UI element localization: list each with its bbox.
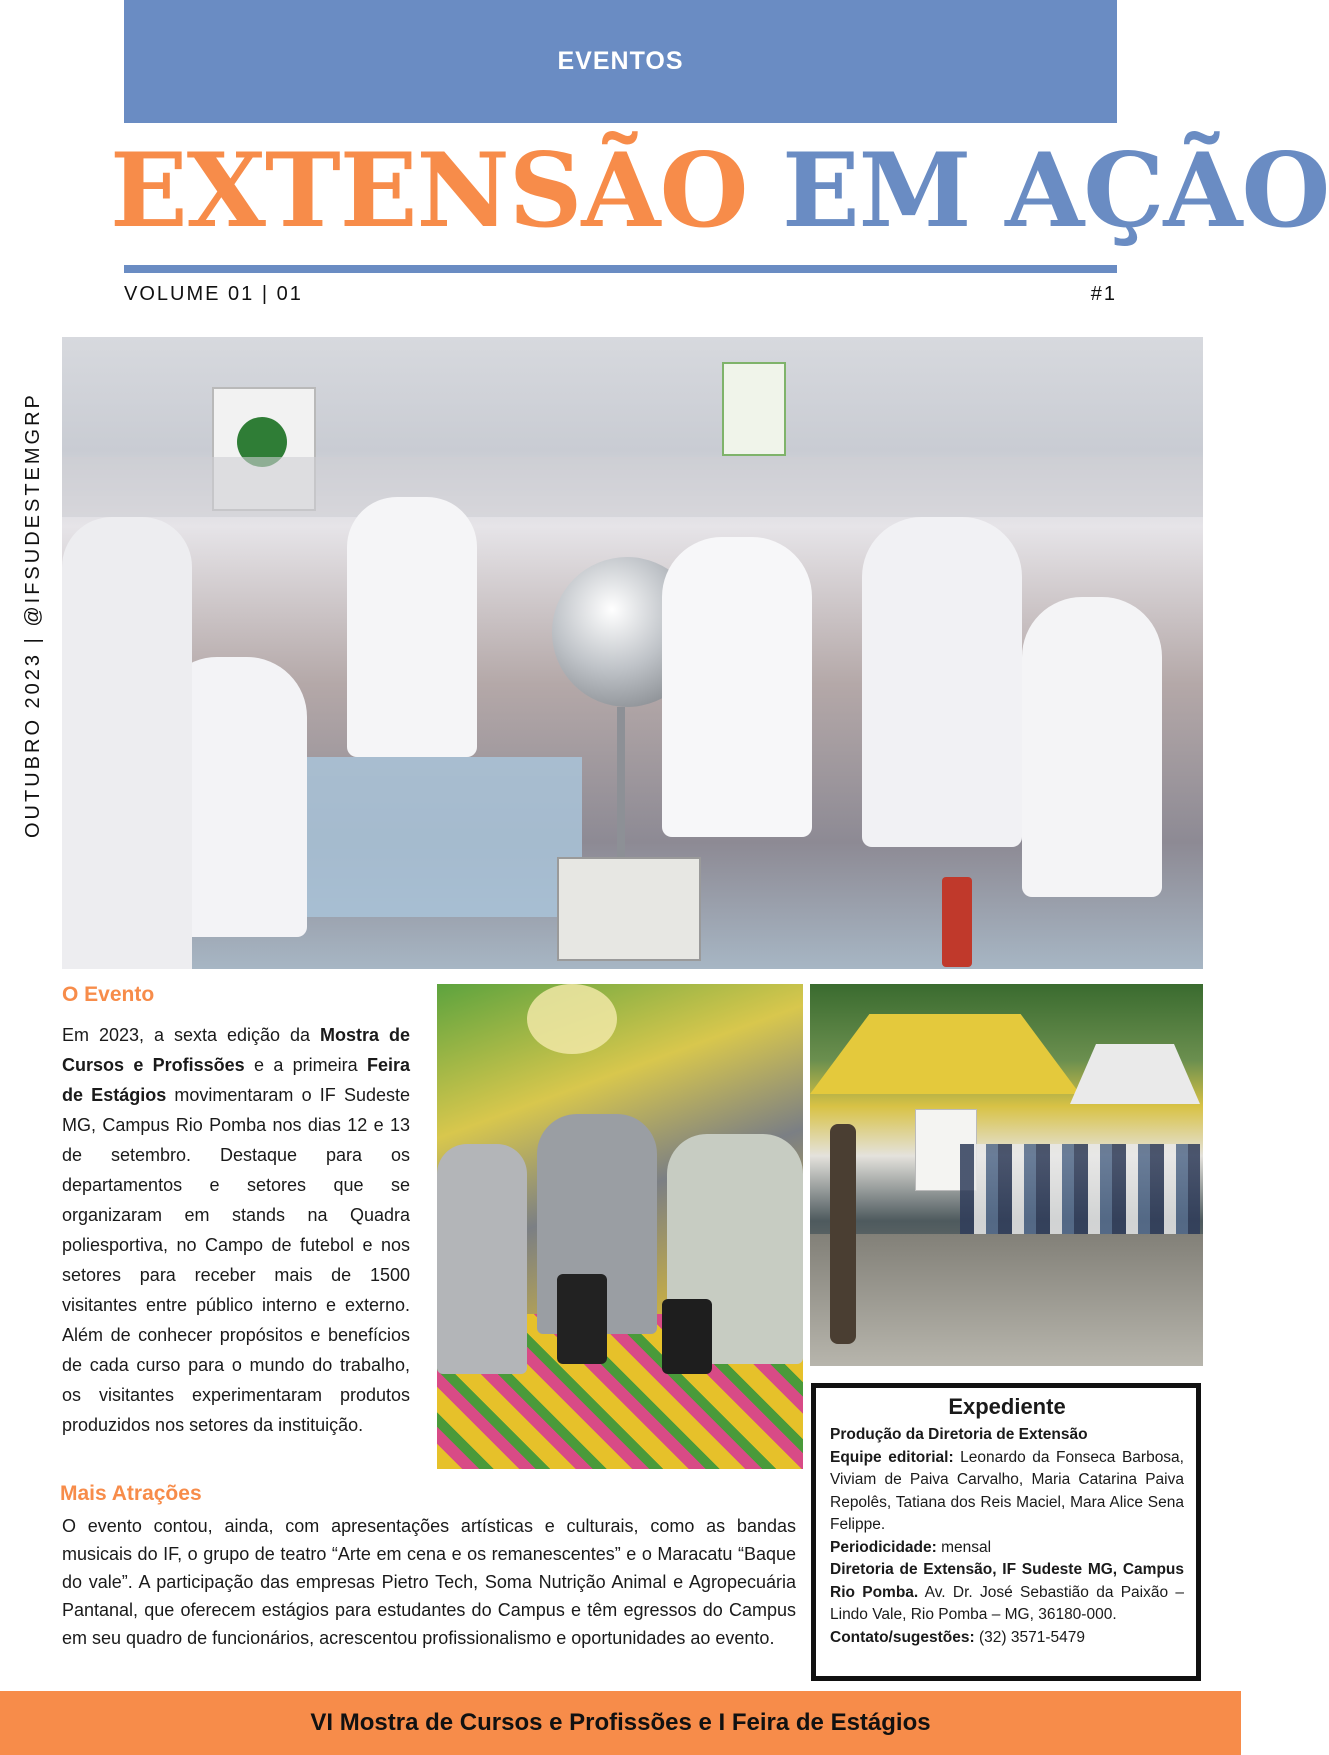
title-part-2: EM AÇÃO xyxy=(781,131,1329,251)
photo-coffee-stand xyxy=(437,984,803,1469)
expediente-box xyxy=(811,1383,1201,1681)
article-bold-mostra: Mostra de Cursos e Profissões xyxy=(62,1025,410,1075)
section-heading-event: O Evento xyxy=(62,983,155,1006)
article-text-end: movimentaram o IF Sudeste MG, Campus Rio Pomba nos dias 12 e 13 de setembro. Destaque para os departamentos e setores que se organizaram em stands na Quadra poliesportiva, no Campo de futebol e nos setores para receber mais de 1500 visitantes entre público interno e externo. Além de conhecer propósitos e benefícios de cada curso para o mundo do trabalho, os visitantes experimentaram produtos produzidos nos setores da instituição. xyxy=(62,1085,411,1435)
equipe-label: Equipe editorial: xyxy=(830,1448,954,1466)
section-label: EVENTOS xyxy=(557,47,684,75)
diretoria-label: Diretoria de Extensão, IF Sudeste MG, Campus Rio Pomba. xyxy=(830,1561,1184,1601)
header-divider xyxy=(124,265,1117,273)
event-article-text xyxy=(62,1020,410,1440)
footer-event-title: VI Mostra de Cursos e Profissões e I Feira de Estágios xyxy=(310,1709,931,1736)
diretoria-address: Av. Dr. José Sebastião da Paixão – Lindo Vale, Rio Pomba – MG, 36180-000. xyxy=(830,1583,1184,1623)
section-heading-more: Mais Atrações xyxy=(60,1482,202,1505)
expediente-title: Expediente xyxy=(948,1394,1066,1419)
article-bold-feira: Feira de Estágios xyxy=(62,1055,410,1105)
footer-banner xyxy=(0,1691,1241,1755)
contato-label: Contato/sugestões: xyxy=(830,1628,975,1646)
periodicidade-value: mensal xyxy=(936,1538,992,1556)
expediente-producao: Produção da Diretoria de Extensão xyxy=(830,1426,1088,1443)
equipe-value: Leonardo da Fonseca Barbosa, Viviam de Paiva Carvalho, Maria Catarina Paiva Repolês, Tatiana dos Reis Maciel, Mara Alice Sena Felippe. xyxy=(830,1448,1184,1533)
photo-tent-visitors xyxy=(810,984,1203,1366)
section-banner xyxy=(124,0,1117,123)
newsletter-title xyxy=(110,131,1329,251)
contato-phone: (32) 3571-5479 xyxy=(974,1628,1085,1646)
volume-label: VOLUME 01 | 01 xyxy=(124,283,303,305)
article-text-mid: e a primeira xyxy=(244,1055,367,1075)
article-text-start: Em 2023, a sexta edição da xyxy=(62,1025,320,1045)
periodicidade-label: Periodicidade: xyxy=(830,1538,937,1556)
issue-number: #1 xyxy=(1090,283,1117,305)
vertical-date-handle: OUTUBRO 2023 | @IFSUDESTEMGRP xyxy=(22,392,44,838)
hero-photo-students xyxy=(62,337,1203,969)
title-part-1: EXTENSÃO xyxy=(110,131,748,251)
more-attractions-text: O evento contou, ainda, com apresentações artísticas e culturais, como as bandas musicais do IF, o grupo de teatro “Arte em cena e os remanescentes” e o Maracatu “Baque do vale”. A participação das empresas Pietro Tech, Soma Nutrição Animal e Agropecuária Pantanal, que oferecem estágios para estudantes do Campus e têm egressos do Campus em seu quadro de funcionários, acrescentou profissionalismo e oportunidades ao evento. xyxy=(62,1516,796,1648)
